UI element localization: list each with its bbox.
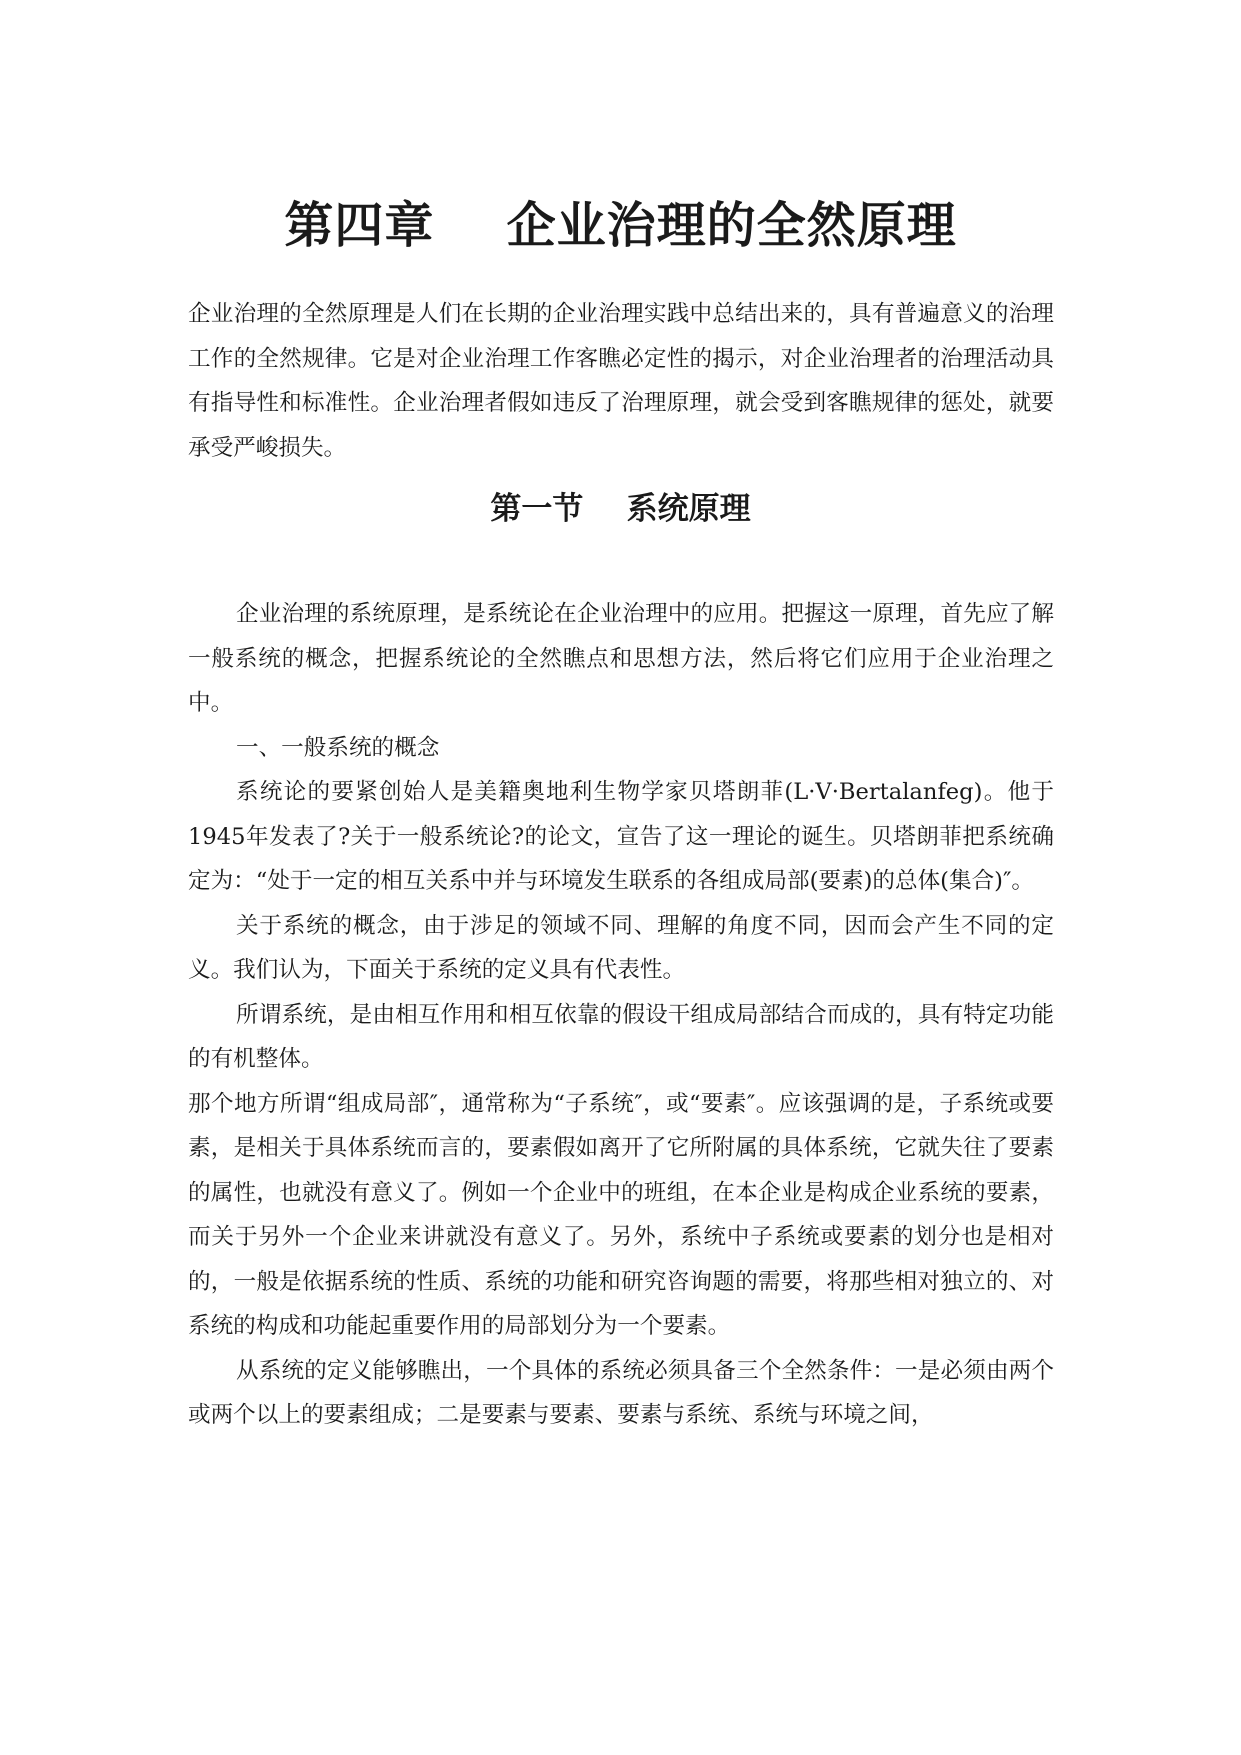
paragraph-definitions: 关于系统的概念，由于涉足的领域不同、理解的角度不同，因而会产生不同的定义。我们认为，下面关于系统的定义具有代表性。 (188, 912, 1054, 983)
subheading-general-system: 一、一般系统的概念 (236, 734, 440, 761)
intro-block (188, 292, 1054, 470)
section-title: 第一节 系统原理 (490, 491, 751, 527)
intro-paragraph: 企业治理的全然原理是人们在长期的企业治理实践中总结出来的，具有普遍意义的治理工作的全然规律。它是对企业治理工作客瞧必定性的揭示，对企业治理者的治理活动具有指导性和标准性。企业治理者假如违反了治理原理，就会受到客瞧规律的惩处，就要承受严峻损失。 (188, 301, 1054, 461)
paragraph-bertalanffy: 系统论的要紧创始人是美籍奥地利生物学家贝塔朗菲(L·V·Bertalanfeg)。他于1945年发表了?关于一般系统论?的论文，宣告了这一理论的诞生。贝塔朗菲把系统确定为：“处于一定的相互关系中并与环境发生联系的各组成局部(要素)的总体(集合)″。 (188, 779, 1054, 894)
paragraph-system-principle: 企业治理的系统原理，是系统论在企业治理中的应用。把握这一原理，首先应了解一般系统的概念，把握系统论的全然瞧点和思想方法，然后将它们应用于企业治理之中。 (188, 601, 1054, 716)
chapter-title: 第四章 企业治理的全然原理 (284, 197, 957, 254)
section-body (188, 592, 1054, 1438)
paragraph-components: 那个地方所谓“组成局部″，通常称为“子系统″，或“要素″。应该强调的是，子系统或要素，是相关于具体系统而言的，要素假如离开了它所附属的具体系统，它就失往了要素的属性，也就没有意义了。例如一个企业中的班组，在本企业是构成企业系统的要素，而关于另外一个企业来讲就没有意义了。另外，系统中子系统或要素的划分也是相对的，一般是依据系统的性质、系统的功能和研究咨询题的需要，将那些相对独立的、对系统的构成和功能起重要作用的局部划分为一个要素。 (188, 1090, 1054, 1339)
paragraph-conditions: 从系统的定义能够瞧出，一个具体的系统必须具备三个全然条件：一是必须由两个或两个以上的要素组成；二是要素与要素、要素与系统、系统与环境之间， (188, 1357, 1054, 1428)
paragraph-system-definition: 所谓系统，是由相互作用和相互依靠的假设干组成局部结合而成的，具有特定功能的有机整体。 (188, 1001, 1054, 1072)
